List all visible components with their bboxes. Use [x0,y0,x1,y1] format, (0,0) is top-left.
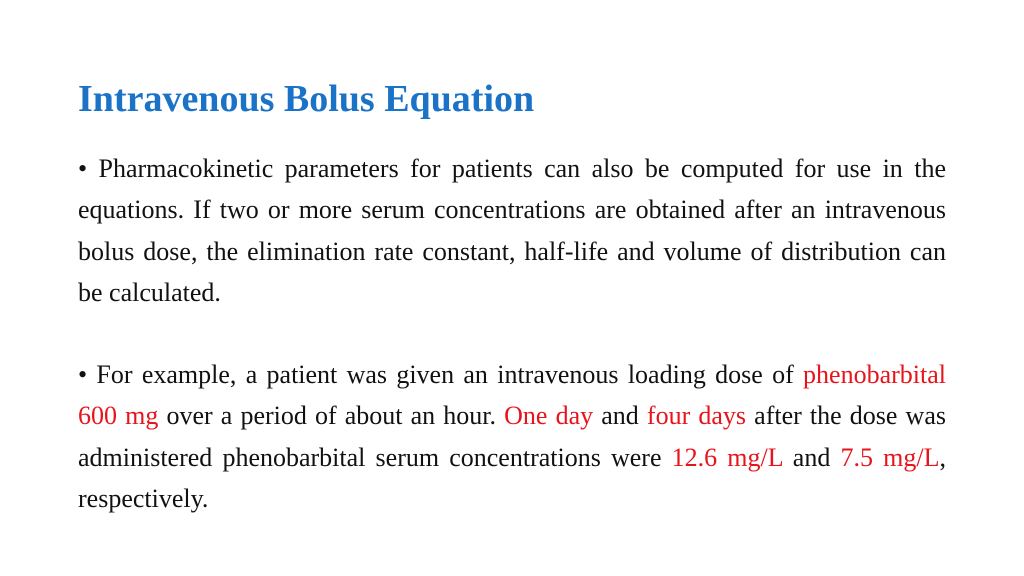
highlight-four-days: four days [646,401,747,431]
highlight-one-day: One day [504,401,594,431]
example-text-period: over a period of about an hour. [158,401,505,431]
bullet-paragraph-example [78,354,946,519]
highlight-drug-dose: phenobarbital 600 mg [78,360,946,431]
example-text-after-dose: after the dose was administered phenobarbital serum concentrations were [78,401,946,472]
example-text-and: and [593,401,647,431]
example-text-respectively: , respectively. [78,442,946,513]
highlight-concentration-2: 7.5 mg/L [840,442,940,472]
example-text-intro: • For example, a patient was given an intravenous loading dose of [78,360,804,389]
bullet-paragraph-parameters: • Pharmacokinetic parameters for patients can also be computed for use in the equations. If two or more serum concentrations are obtained after an intravenous bolus dose, the elimination rate constant, half-life and volume of distribution can be calculated. [78,154,946,307]
slide-title: Intravenous Bolus Equation [78,78,535,120]
example-text-and-2: and [782,442,841,472]
highlight-concentration-1: 12.6 mg/L [671,442,783,472]
